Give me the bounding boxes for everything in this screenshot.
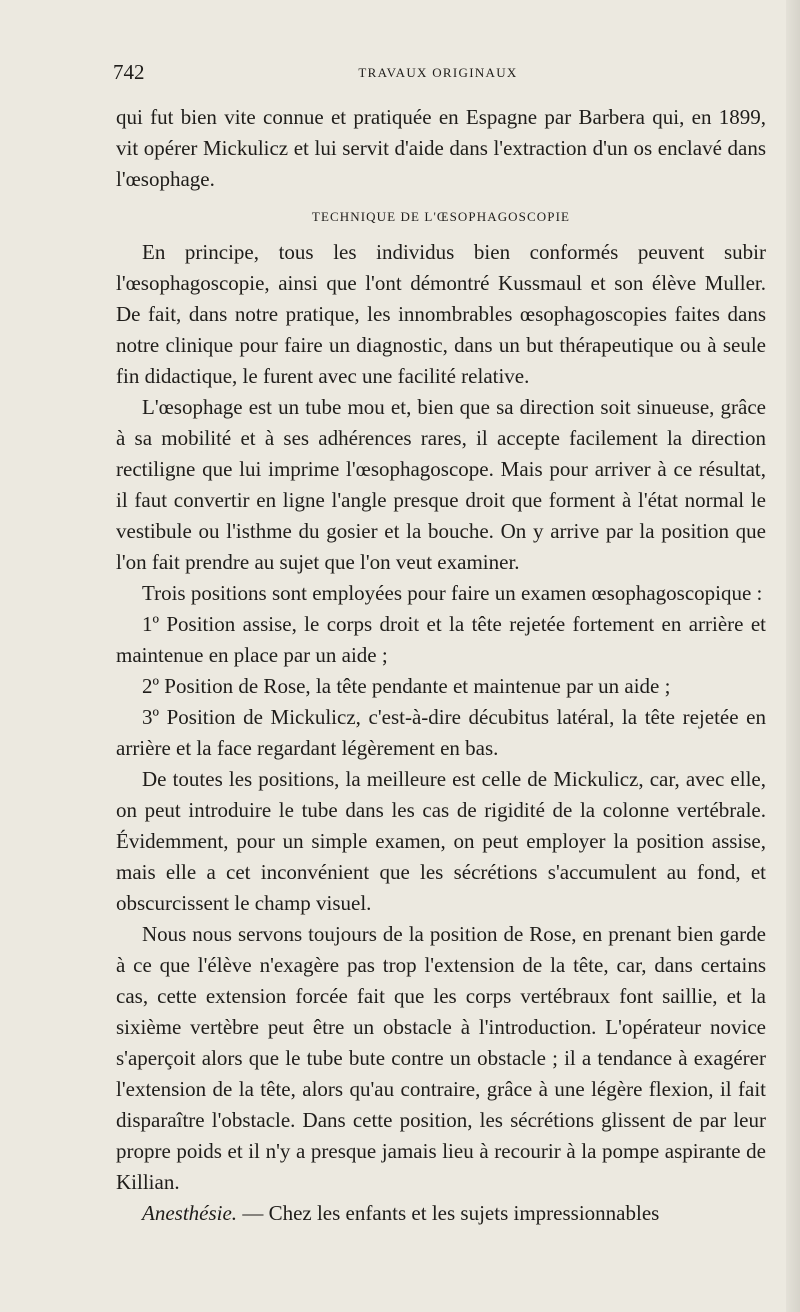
page-edge-shadow bbox=[786, 0, 800, 1312]
anesthesia-label: Anesthésie. bbox=[142, 1201, 238, 1225]
list-item-position-2: 2º Position de Rose, la tête pendante et maintenue par un aide ; bbox=[142, 674, 671, 698]
section-title: TECHNIQUE DE L'ŒSOPHAGOSCOPIE bbox=[311, 209, 571, 224]
page-header bbox=[113, 60, 763, 88]
paragraph-best-position: De toutes les positions, la meilleure est celle de Mickulicz, car, avec elle, on peut introduire le tube dans les cas de rigidité de la colonne vertébrale. Évidemment, pour un simple examen, on peut employer la position assise, mais elle a cet inconvénient que les sécrétions s'accumulent au fond, et obscurcissent le champ visuel. bbox=[116, 767, 766, 915]
anesthesia-text: — Chez les enfants et les sujets impressionnables bbox=[237, 1201, 660, 1225]
body-text bbox=[116, 102, 766, 1229]
list-item-position-1: 1º Position assise, le corps droit et la tête rejetée fortement en arrière et maintenue en place par un aide ; bbox=[116, 612, 766, 667]
paragraph-esophagus: L'œsophage est un tube mou et, bien que sa direction soit sinueuse, grâce à sa mobilité et à ses adhérences rares, il accepte facilement la direction rectiligne que lui imprime l'œsophagoscope. Mais pour arriver à ce résultat, il faut convertir en ligne l'angle presque droit que forment à l'état normal le vestibule ou l'isthme du gosier et la bouche. On y arrive par la position que l'on fait prendre au sujet que l'on veut examiner. bbox=[116, 395, 766, 574]
paragraph-rose-position: Nous nous servons toujours de la position de Rose, en prenant bien garde à ce que l'élève n'exagère pas trop l'extension de la tête, car, dans certains cas, cette extension forcée fait que les corps vertébraux font saillie, et la sixième vertèbre peut être un obstacle à l'introduction. L'opérateur novice s'aperçoit alors que le tube bute contre un obstacle ; il a tendance à exagérer l'extension de la tête, alors qu'au contraire, grâce à une légère flexion, il fait disparaître l'obstacle. Dans cette position, les sécrétions glissent de par leur propre poids et il n'y a presque jamais lieu à recourir à la pompe aspirante de Killian. bbox=[116, 922, 766, 1194]
list-item-position-3: 3º Position de Mickulicz, c'est-à-dire décubitus latéral, la tête rejetée en arrière et la face regardant légèrement en bas. bbox=[116, 705, 766, 760]
paragraph-anesthesia bbox=[116, 1198, 766, 1229]
page-number: 742 bbox=[113, 60, 145, 84]
paragraph-positions-intro: Trois positions sont employées pour faire un examen œsophagoscopique : bbox=[142, 581, 763, 605]
paragraph-principle: En principe, tous les individus bien conformés peuvent subir l'œsophagoscopie, ainsi que l'ont démontré Kussmaul et son élève Muller. De fait, dans notre pratique, les innombrables œsophagoscopies faites dans notre clinique pour faire un diagnostic, dans un but thérapeutique ou à seule fin didactique, le furent avec une facilité relative. bbox=[116, 240, 766, 388]
running-head: TRAVAUX ORIGINAUX bbox=[358, 65, 518, 80]
paragraph-continuation: qui fut bien vite connue et pratiquée en Espagne par Barbera qui, en 1899, vit opérer Mickulicz et lui servit d'aide dans l'extraction d'un os enclavé dans l'œsophage. bbox=[116, 105, 766, 191]
